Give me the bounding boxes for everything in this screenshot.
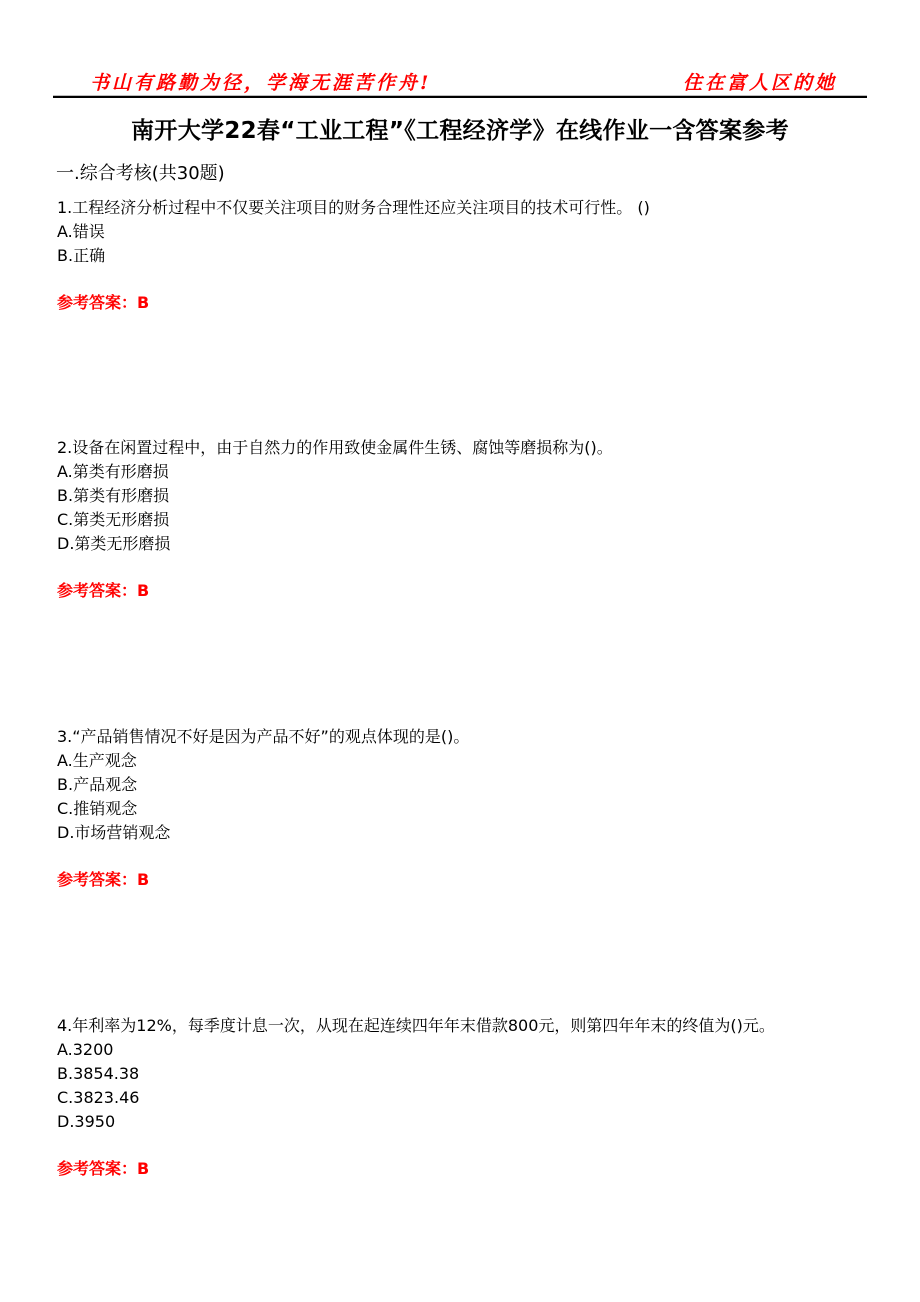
option-b: B.产品观念 (57, 775, 138, 794)
header-motto-left: 书山有路勤为径，学海无涯苦作舟! (90, 72, 432, 94)
header-motto-right: 住在富人区的她 (683, 72, 838, 94)
reference-answer: 参考答案：B (57, 870, 150, 889)
question-stem: 4.年利率为12%，每季度计息一次，从现在起连续四年年末借款800元，则第四年年末的终值为()元。 (57, 1016, 775, 1035)
option-d: D.3950 (57, 1112, 116, 1131)
reference-answer: 参考答案：B (57, 293, 150, 312)
option-c: C.第类无形磨损 (57, 510, 170, 529)
header-divider (53, 96, 867, 98)
section-title: 一.综合考核(共30题) (56, 163, 225, 184)
question-2 (57, 436, 887, 603)
option-d: D.市场营销观念 (57, 823, 171, 842)
option-a: A.生产观念 (57, 751, 137, 770)
option-a: A.3200 (57, 1040, 114, 1059)
option-a: A.第类有形磨损 (57, 462, 169, 481)
question-stem: 2.设备在闲置过程中，由于自然力的作用致使金属件生锈、腐蚀等磨损称为()。 (57, 438, 613, 457)
option-d: D.第类无形磨损 (57, 534, 171, 553)
option-b: B.正确 (57, 246, 106, 265)
option-c: C.推销观念 (57, 799, 138, 818)
reference-answer: 参考答案：B (57, 581, 150, 600)
question-stem: 1.工程经济分析过程中不仅要关注项目的财务合理性还应关注项目的技术可行性。 () (57, 198, 650, 217)
option-b: B.第类有形磨损 (57, 486, 170, 505)
option-c: C.3823.46 (57, 1088, 140, 1107)
reference-answer: 参考答案：B (57, 1159, 150, 1178)
option-b: B.3854.38 (57, 1064, 140, 1083)
document-title: 南开大学22春“工业工程”《工程经济学》在线作业一含答案参考 (131, 118, 789, 144)
question-1 (57, 196, 887, 315)
question-3 (57, 725, 887, 892)
question-stem: 3.“产品销售情况不好是因为产品不好”的观点体现的是()。 (57, 727, 470, 746)
page-header (0, 0, 920, 100)
option-a: A.错误 (57, 222, 105, 241)
question-4 (57, 1014, 887, 1181)
